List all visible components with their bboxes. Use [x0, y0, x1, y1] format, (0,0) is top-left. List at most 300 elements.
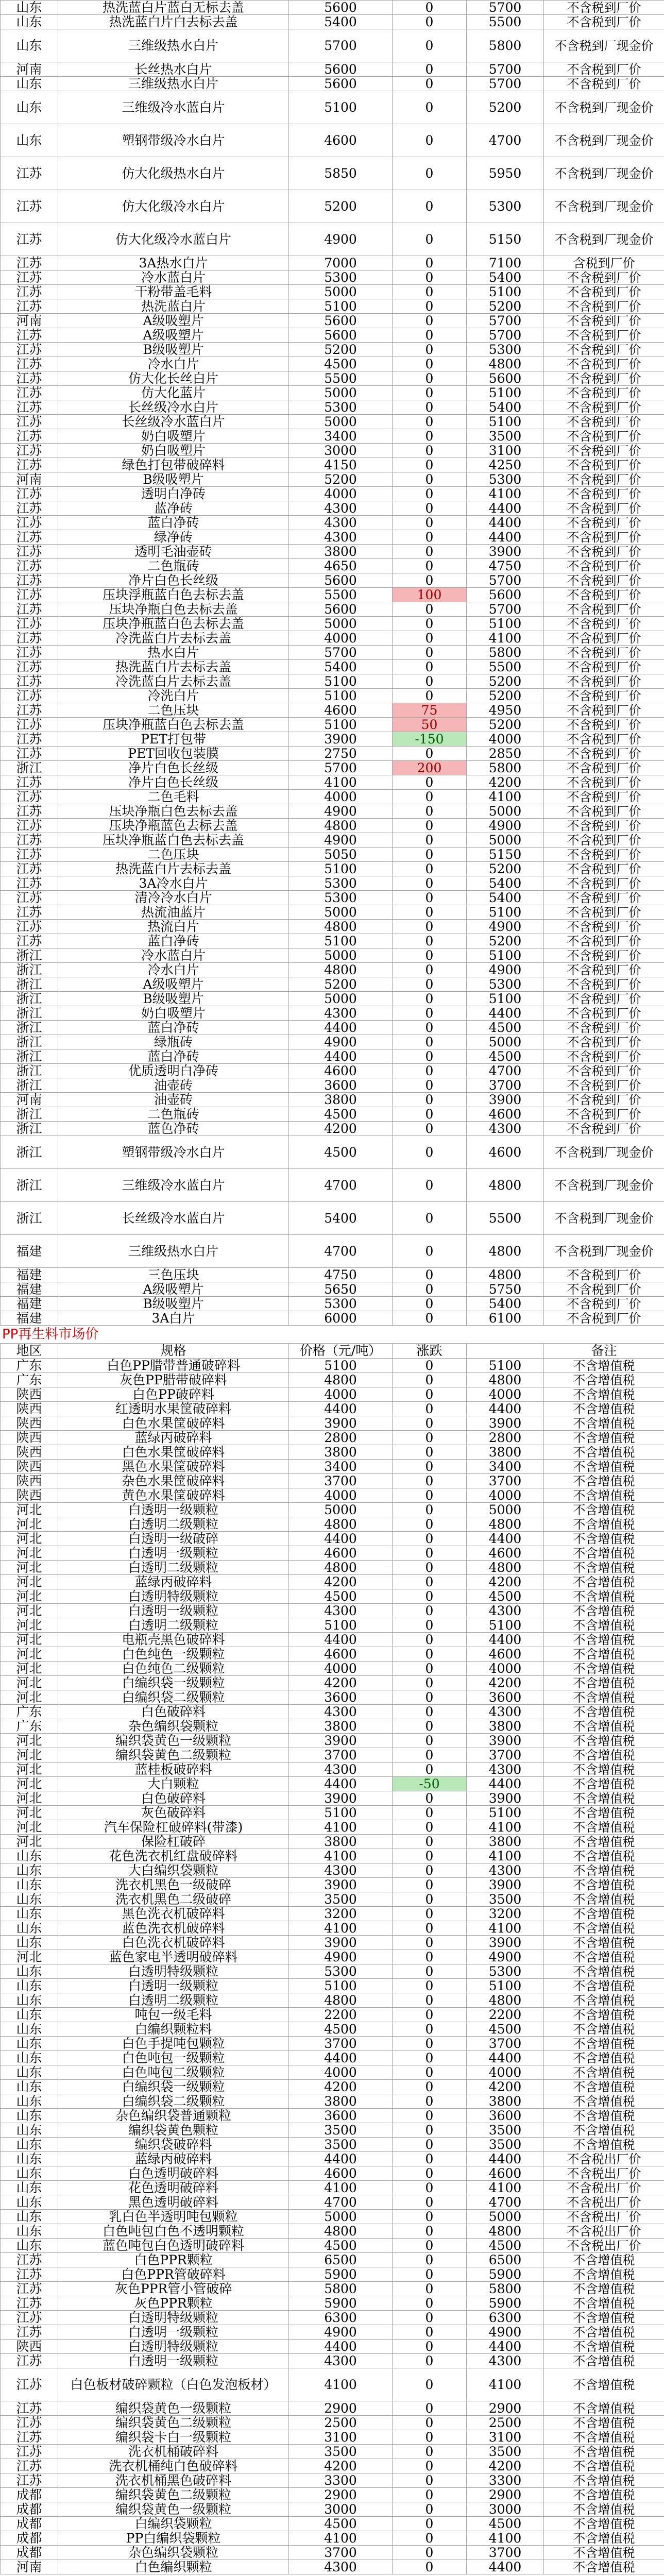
- remark-cell: 不含税到厂价: [544, 1064, 664, 1078]
- change-cell: 0: [393, 501, 467, 516]
- spec-cell: 绿瓶砖: [58, 1035, 289, 1049]
- price-cell: 4300: [289, 2560, 393, 2574]
- price2-cell: 4400: [467, 1402, 544, 1416]
- price-cell: 4300: [289, 1006, 393, 1021]
- price-cell: 3800: [289, 1093, 393, 1107]
- remark-cell: 不含增值税: [544, 2459, 664, 2473]
- region-cell: 成都: [1, 2488, 58, 2502]
- region-cell: 江苏: [1, 689, 58, 703]
- table-row: [1, 2224, 664, 2239]
- change-cell: 0: [393, 256, 467, 270]
- remark-cell: 不含增值税: [544, 1676, 664, 1690]
- table-row: [1, 1136, 664, 1169]
- change-cell: 0: [393, 1618, 467, 1633]
- region-cell: 山东: [1, 2152, 58, 2166]
- remark-cell: 不含增值税: [544, 1662, 664, 1676]
- remark-cell: 不含税到厂价: [544, 458, 664, 472]
- region-cell: 浙江: [1, 1021, 58, 1035]
- remark-cell: 不含税出厂价: [544, 2195, 664, 2210]
- change-cell: 0: [393, 1546, 467, 1561]
- price2-cell: 4500: [467, 1021, 544, 1035]
- remark-cell: 不含税到厂价: [544, 487, 664, 501]
- remark-cell: 不含税到厂价: [544, 400, 664, 415]
- table-row: [1, 602, 664, 617]
- column-header: 规格: [58, 1344, 289, 1359]
- price2-cell: 3800: [467, 1835, 544, 1849]
- remark-cell: 不含增值税: [544, 1690, 664, 1705]
- change-cell: 0: [393, 2065, 467, 2080]
- region-cell: 山东: [1, 2094, 58, 2109]
- spec-cell: 白透明二级颗粒: [58, 1993, 289, 2008]
- table-row: [1, 1402, 664, 1416]
- spec-cell: 压块净瓶白色去标去盖: [58, 804, 289, 819]
- spec-cell: 塑钢带级冷水白片: [58, 1136, 289, 1169]
- remark-cell: 不含税到厂价: [544, 646, 664, 660]
- spec-cell: 奶白吸塑片: [58, 444, 289, 458]
- price2-cell: 5900: [467, 2296, 544, 2311]
- price-cell: 5700: [289, 761, 393, 775]
- change-cell: 0: [393, 1979, 467, 1993]
- remark-cell: 不含税到厂价: [544, 862, 664, 876]
- spec-cell: 热流白片: [58, 920, 289, 934]
- price2-cell: 4800: [467, 1235, 544, 1268]
- price-cell: 3700: [289, 2037, 393, 2051]
- price-cell: 4300: [289, 1705, 393, 1719]
- price2-cell: 4700: [467, 124, 544, 157]
- spec-cell: 压块净瓶蓝白色去标去盖: [58, 833, 289, 848]
- price-cell: 5050: [289, 848, 393, 862]
- price-cell: 4200: [289, 2459, 393, 2473]
- remark-cell: 不含增值税: [544, 1359, 664, 1373]
- spec-cell: 长丝级冷水白片: [58, 400, 289, 415]
- price2-cell: 4100: [467, 631, 544, 646]
- price2-cell: 3700: [467, 2037, 544, 2051]
- remark-cell: 不含税到厂价: [544, 415, 664, 429]
- table-row: [1, 2123, 664, 2138]
- price-cell: 5300: [289, 891, 393, 905]
- remark-cell: 不含税到厂价: [544, 530, 664, 545]
- spec-cell: 干粉带盖毛料: [58, 285, 289, 299]
- price-cell: 4700: [289, 1235, 393, 1268]
- price2-cell: 4400: [467, 1777, 544, 1791]
- change-cell: 0: [393, 2517, 467, 2531]
- region-cell: 江苏: [1, 270, 58, 285]
- table-row: [1, 2325, 664, 2340]
- change-cell: 0: [393, 2416, 467, 2430]
- price2-cell: 4200: [467, 775, 544, 790]
- price2-cell: 4100: [467, 2531, 544, 2546]
- price-cell: 3000: [289, 2502, 393, 2517]
- change-cell: 0: [393, 2488, 467, 2502]
- region-cell: 河北: [1, 1604, 58, 1618]
- table-row: [1, 2239, 664, 2253]
- price-cell: 4000: [289, 631, 393, 646]
- price-cell: 3600: [289, 2109, 393, 2123]
- region-cell: 江苏: [1, 444, 58, 458]
- spec-cell: 白色吨包白色不透明颗粒: [58, 2224, 289, 2239]
- price-cell: 4300: [289, 2354, 393, 2368]
- remark-cell: 不含税到厂价: [544, 1107, 664, 1122]
- spec-cell: 绿净砖: [58, 530, 289, 545]
- remark-cell: 不含税到厂价: [544, 819, 664, 833]
- price2-cell: 4400: [467, 516, 544, 530]
- table-row: [1, 689, 664, 703]
- price2-cell: 4100: [467, 1820, 544, 1835]
- spec-cell: 仿大化级冷水蓝白片: [58, 223, 289, 256]
- table-row: [1, 1311, 664, 1326]
- region-cell: 河北: [1, 1662, 58, 1676]
- price-cell: 4800: [289, 819, 393, 833]
- spec-cell: 洗衣机黑色二级破碎: [58, 1892, 289, 1907]
- spec-cell: 洗衣机桶破碎料: [58, 2445, 289, 2459]
- table-row: [1, 920, 664, 934]
- table-row: [1, 1268, 664, 1282]
- table-row: [1, 223, 664, 256]
- price-cell: 4100: [289, 1921, 393, 1936]
- change-cell: 0: [393, 299, 467, 314]
- table-row: [1, 299, 664, 314]
- price-cell: 5600: [289, 314, 393, 328]
- spec-cell: 白色PP腊带普通破碎料: [58, 1359, 289, 1373]
- spec-cell: 杂色编织袋颗粒: [58, 1719, 289, 1734]
- region-cell: 成都: [1, 2517, 58, 2531]
- change-cell: 0: [393, 1445, 467, 1460]
- spec-cell: 奶白吸塑片: [58, 429, 289, 444]
- remark-cell: 不含税到厂价: [544, 444, 664, 458]
- region-cell: 山东: [1, 1, 58, 15]
- price2-cell: 4000: [467, 1662, 544, 1676]
- change-cell: 0: [393, 1373, 467, 1387]
- spec-cell: 花色透明破碎料: [58, 2181, 289, 2195]
- spec-cell: 白色板材破碎颗粒（白色发泡板材）: [58, 2368, 289, 2401]
- region-cell: 山东: [1, 2239, 58, 2253]
- price-cell: 4000: [289, 1662, 393, 1676]
- region-cell: 江苏: [1, 674, 58, 689]
- price2-cell: 3900: [467, 1416, 544, 1431]
- price2-cell: 5100: [467, 1618, 544, 1633]
- price-cell: 3800: [289, 2094, 393, 2109]
- remark-cell: 不含增值税: [544, 2267, 664, 2282]
- spec-cell: 编织袋卡白一级颗粒: [58, 2430, 289, 2445]
- change-cell: 0: [393, 2253, 467, 2267]
- table-row: [1, 718, 664, 732]
- spec-cell: 清冷冷水白片: [58, 891, 289, 905]
- remark-cell: 不含增值税: [544, 1503, 664, 1517]
- price2-cell: 6100: [467, 1311, 544, 1326]
- change-cell: 0: [393, 2109, 467, 2123]
- region-cell: 江苏: [1, 429, 58, 444]
- price2-cell: 4200: [467, 1676, 544, 1690]
- remark-cell: 不含税到厂价: [544, 1093, 664, 1107]
- table-row: [1, 1035, 664, 1049]
- table-row: [1, 2282, 664, 2296]
- remark-cell: 不含增值税: [544, 2416, 664, 2430]
- remark-cell: 不含增值税: [544, 1719, 664, 1734]
- spec-cell: 三维级热水白片: [58, 1235, 289, 1268]
- price2-cell: 4000: [467, 2065, 544, 2080]
- region-cell: 山东: [1, 1863, 58, 1878]
- table-row: [1, 1387, 664, 1402]
- price-cell: 4600: [289, 2166, 393, 2181]
- change-cell: 0: [393, 2166, 467, 2181]
- price-cell: 4500: [289, 2517, 393, 2531]
- spec-cell: 白透明特级颗粒: [58, 2311, 289, 2325]
- table-row: [1, 1561, 664, 1575]
- spec-cell: 白色PP破碎料: [58, 1387, 289, 1402]
- price2-cell: 2500: [467, 2416, 544, 2430]
- remark-cell: 不含增值税: [544, 2109, 664, 2123]
- change-cell: 0: [393, 2138, 467, 2152]
- spec-cell: 热水白片: [58, 646, 289, 660]
- spec-cell: PET回收包装膜: [58, 747, 289, 761]
- region-cell: 河北: [1, 1835, 58, 1849]
- price2-cell: 5400: [467, 400, 544, 415]
- region-cell: 浙江: [1, 992, 58, 1006]
- price2-cell: 5500: [467, 15, 544, 29]
- price-cell: 5900: [289, 2267, 393, 2282]
- region-cell: 江苏: [1, 775, 58, 790]
- price2-cell: 3800: [467, 2094, 544, 2109]
- price2-cell: 4400: [467, 2152, 544, 2166]
- region-cell: 江苏: [1, 223, 58, 256]
- remark-cell: 不含增值税: [544, 1416, 664, 1431]
- region-cell: 河北: [1, 1633, 58, 1647]
- change-cell: 0: [393, 1, 467, 15]
- spec-cell: 编织袋黄色一级颗粒: [58, 2401, 289, 2416]
- spec-cell: 白编织颗粒料: [58, 2022, 289, 2037]
- price-cell: 4000: [289, 487, 393, 501]
- price-cell: 4600: [289, 1546, 393, 1561]
- change-cell: 0: [393, 1762, 467, 1777]
- change-cell: 0: [393, 270, 467, 285]
- table-row: [1, 1169, 664, 1202]
- price2-cell: 3900: [467, 1093, 544, 1107]
- region-cell: 河北: [1, 1748, 58, 1762]
- region-cell: 河北: [1, 1618, 58, 1633]
- price-cell: 3600: [289, 1078, 393, 1093]
- table-row: [1, 617, 664, 631]
- price2-cell: 5700: [467, 314, 544, 328]
- remark-cell: 含税到厂价: [544, 256, 664, 270]
- region-cell: 江苏: [1, 718, 58, 732]
- table-row: [1, 790, 664, 804]
- table-row: [1, 1950, 664, 1964]
- change-cell: 0: [393, 62, 467, 77]
- price2-cell: 4200: [467, 2459, 544, 2473]
- price-cell: 4400: [289, 1633, 393, 1647]
- table-row: [1, 516, 664, 530]
- spec-cell: B级吸塑片: [58, 343, 289, 357]
- price-cell: 5300: [289, 876, 393, 891]
- spec-cell: 编织袋黄色一级颗粒: [58, 1734, 289, 1748]
- table-row: [1, 2354, 664, 2368]
- price2-cell: 5400: [467, 270, 544, 285]
- price2-cell: 3500: [467, 2138, 544, 2152]
- change-cell: 0: [393, 1532, 467, 1546]
- table-row: [1, 891, 664, 905]
- table-row: [1, 1604, 664, 1618]
- remark-cell: 不含税到厂价: [544, 963, 664, 977]
- table-row: [1, 573, 664, 588]
- change-cell: 0: [393, 328, 467, 343]
- remark-cell: 不含增值税: [544, 1575, 664, 1589]
- change-cell: 0: [393, 1297, 467, 1311]
- change-cell: 0: [393, 285, 467, 299]
- remark-cell: 不含增值税: [544, 1950, 664, 1964]
- price2-cell: 5600: [467, 371, 544, 386]
- region-cell: 江苏: [1, 2401, 58, 2416]
- remark-cell: 不含增值税: [544, 2123, 664, 2138]
- region-cell: 江苏: [1, 602, 58, 617]
- spec-cell: 压块净瓶蓝色去标去盖: [58, 819, 289, 833]
- spec-cell: 白透明二级颗粒: [58, 1517, 289, 1532]
- price2-cell: 4000: [467, 1488, 544, 1503]
- region-cell: 福建: [1, 1235, 58, 1268]
- table-row: [1, 458, 664, 472]
- remark-cell: 不含增值税: [544, 2282, 664, 2296]
- change-cell: 0: [393, 790, 467, 804]
- spec-cell: 奶白吸塑片: [58, 1006, 289, 1021]
- change-cell: 0: [393, 1311, 467, 1326]
- price2-cell: 5300: [467, 472, 544, 487]
- table-row: [1, 328, 664, 343]
- remark-cell: 不含增值税: [544, 1705, 664, 1719]
- remark-cell: 不含增值税: [544, 1964, 664, 1979]
- remark-cell: 不含税到厂价: [544, 371, 664, 386]
- spec-cell: B级吸塑片: [58, 992, 289, 1006]
- region-cell: 江苏: [1, 2311, 58, 2325]
- remark-cell: 不含税到厂价: [544, 270, 664, 285]
- remark-cell: 不含增值税: [544, 2354, 664, 2368]
- spec-cell: 蓝白净砖: [58, 1049, 289, 1064]
- price2-cell: 4500: [467, 1049, 544, 1064]
- table-row: [1, 1921, 664, 1936]
- spec-cell: 长丝级冷水蓝白片: [58, 415, 289, 429]
- spec-cell: 白透明特级颗粒: [58, 1964, 289, 1979]
- price2-cell: 5100: [467, 905, 544, 920]
- spec-cell: B级吸塑片: [58, 472, 289, 487]
- change-cell: 0: [393, 862, 467, 876]
- remark-cell: 不含税到厂价: [544, 1078, 664, 1093]
- spec-cell: 蓝色吨包白色透明破碎料: [58, 2239, 289, 2253]
- region-cell: 山东: [1, 2195, 58, 2210]
- region-cell: 江苏: [1, 157, 58, 190]
- change-cell: 0: [393, 948, 467, 963]
- spec-cell: 净片白色长丝级: [58, 775, 289, 790]
- region-cell: 江苏: [1, 2296, 58, 2311]
- spec-cell: 白色吨包一级颗粒: [58, 2051, 289, 2065]
- change-cell: 0: [393, 1589, 467, 1604]
- region-cell: 浙江: [1, 1078, 58, 1093]
- price2-cell: 4500: [467, 2239, 544, 2253]
- region-cell: 江苏: [1, 2267, 58, 2282]
- spec-cell: 白色水果筐破碎料: [58, 1416, 289, 1431]
- remark-cell: 不含税到厂价: [544, 804, 664, 819]
- price-cell: 4900: [289, 223, 393, 256]
- price-cell: 3900: [289, 1936, 393, 1950]
- region-cell: 山东: [1, 2065, 58, 2080]
- region-cell: 河北: [1, 1950, 58, 1964]
- spec-cell: 蓝色家电半透明破碎料: [58, 1950, 289, 1964]
- region-cell: 江苏: [1, 458, 58, 472]
- spec-cell: 白色吨包二级颗粒: [58, 2065, 289, 2080]
- price2-cell: 2900: [467, 2401, 544, 2416]
- spec-cell: 蓝白净砖: [58, 516, 289, 530]
- change-cell: 0: [393, 487, 467, 501]
- table-row: [1, 977, 664, 992]
- change-cell: 0: [393, 920, 467, 934]
- remark-cell: 不含税到厂价: [544, 15, 664, 29]
- remark-cell: 不含增值税: [544, 2138, 664, 2152]
- remark-cell: 不含增值税: [544, 2430, 664, 2445]
- spec-cell: 蓝白净砖: [58, 1021, 289, 1035]
- price2-cell: 3200: [467, 1907, 544, 1921]
- table-row: [1, 29, 664, 62]
- change-cell: 0: [393, 1503, 467, 1517]
- spec-cell: 编织袋黄色二级颗粒: [58, 2488, 289, 2502]
- price2-cell: 5700: [467, 602, 544, 617]
- change-cell: 0: [393, 2401, 467, 2416]
- price2-cell: 5100: [467, 617, 544, 631]
- price-cell: 5500: [289, 371, 393, 386]
- change-cell: 0: [393, 905, 467, 920]
- table-row: [1, 631, 664, 646]
- price-cell: 4600: [289, 1647, 393, 1662]
- remark-cell: 不含税到厂价: [544, 775, 664, 790]
- spec-cell: 冷洗蓝白片去标去盖: [58, 674, 289, 689]
- table-row: [1, 429, 664, 444]
- table-row: [1, 2473, 664, 2488]
- change-cell: 0: [393, 223, 467, 256]
- remark-cell: 不含增值税: [544, 1762, 664, 1777]
- region-cell: 江苏: [1, 934, 58, 948]
- price-cell: 4900: [289, 2325, 393, 2340]
- spec-cell: 优质透明白净砖: [58, 1064, 289, 1078]
- spec-cell: 乳白色半透明吨包颗粒: [58, 2210, 289, 2224]
- spec-cell: 汽车保险杠破碎料(带漆): [58, 1820, 289, 1835]
- spec-cell: 白色洗衣机破碎料: [58, 1936, 289, 1950]
- remark-cell: 不含增值税: [544, 1402, 664, 1416]
- remark-cell: 不含增值税: [544, 2037, 664, 2051]
- spec-cell: 灰色PPR管小管破碎: [58, 2282, 289, 2296]
- spec-cell: 白透明一级颗粒: [58, 1546, 289, 1561]
- table-row: [1, 660, 664, 674]
- region-cell: 广东: [1, 1705, 58, 1719]
- table-row: [1, 270, 664, 285]
- spec-cell: 压块净瓶蓝白色去标去盖: [58, 718, 289, 732]
- change-cell: 0: [393, 934, 467, 948]
- remark-cell: 不含增值税: [544, 2473, 664, 2488]
- price-cell: 5100: [289, 1618, 393, 1633]
- price-cell: 3300: [289, 2473, 393, 2488]
- price-cell: 4000: [289, 2065, 393, 2080]
- column-header: 涨跌: [393, 1344, 467, 1359]
- price2-cell: 5150: [467, 848, 544, 862]
- remark-cell: 不含税到厂价: [544, 876, 664, 891]
- region-cell: 山东: [1, 2166, 58, 2181]
- change-cell: 0: [393, 689, 467, 703]
- spec-cell: 白色纯色一级颗粒: [58, 1647, 289, 1662]
- remark-cell: 不含增值税: [544, 1734, 664, 1748]
- price-cell: 3700: [289, 2546, 393, 2560]
- table-row: [1, 1532, 664, 1546]
- price2-cell: 6500: [467, 2253, 544, 2267]
- price-cell: 5100: [289, 718, 393, 732]
- change-cell: 0: [393, 1416, 467, 1431]
- price2-cell: 4300: [467, 1863, 544, 1878]
- change-cell: 0: [393, 1035, 467, 1049]
- remark-cell: 不含增值税: [544, 1748, 664, 1762]
